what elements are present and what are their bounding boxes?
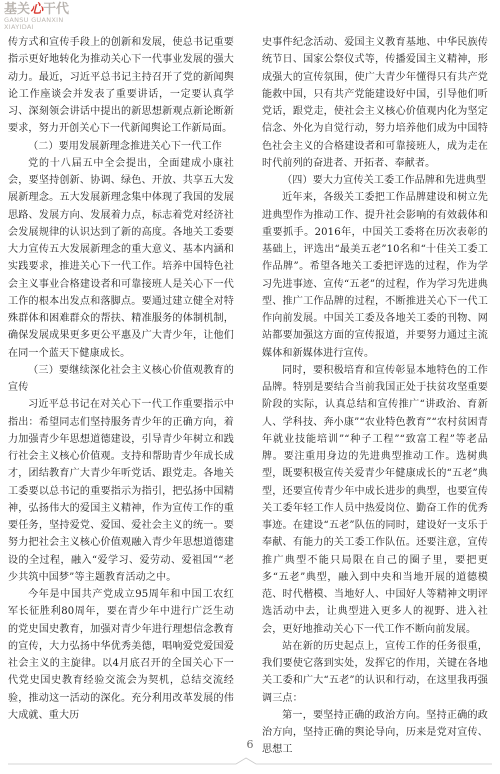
page-footer [0,730,500,774]
paragraph: 近年来，各级关工委把工作品牌建设和树立先进典型作为推动工作、提升社会影响的有效载体和重要抓手。2016年，中国关工委将在历次表彰的基础上，评选出“最美五老”10名和“十佳关工委工作品牌”。希望各地关工委把评选的过程，作为学习先进事迹、宣传“五老”的过程，作为学习先进典型、推广工作品牌的过程，不断推进关心下一代工作向前发展。中国关工委及各地关工委的刊物、网站都要加强这方面的宣传报道，并要努力通过主流媒体和新媒体进行宣传。 [262,192,488,359]
paragraph: 党的十八届五中全会提出，全面建成小康社会，要坚持创新、协调、绿色、开放、共享五大发展新理念。五大发展新理念集中体现了我国的发展思路、发展方向、发展着力点，标志着党对经济社会发展规律的认识达到了新的高度。各地关工委要大力宣传五大发展新理念的重大意义、基本内涵和实践要求，推进关心下一代工作。培养中国特色社会主义事业合格建设者和可靠接班人是关心下一代工作的根本出发点和落脚点。要通过建立健全对特殊群体和困难群众的帮扶、精准服务的体制机制，确保发展成果更多更公平惠及广大青少年，让他们在同一个蓝天下健康成长。 [8,157,234,359]
paragraph: 习近平总书记在对关心下一代工作重要指示中指出：希望同志们坚持服务青少年的正确方向，着力加强青少年思想道德建设，引导青少年树立和践行社会主义核心价值观。支持和帮助青少年成长成才，团结教育广大青少年听党话、跟党走。各地关工委要以总书记的重要指示为指引，把弘扬中国精神，弘扬伟大的爱国主义精神，作为宣传工作的重要任务，坚持爱党、爱国、爱社会主义的统一。要努力把社会主义核心价值观融入青少年思想道德建设的全过程，融入“爱学习、爱劳动、爱祖国”“老少共筑中国梦”等主题教育活动之中。 [8,399,234,583]
masthead [4,2,100,32]
paragraph: 今年是中国共产党成立95周年和中国工农红军长征胜利80周年，要在青少年中进行广泛生动的党史国史教育，加强对青少年进行理想信念教育的宣传，大力弘扬中华优秀美德，唱响爱党爱国爱社会主义的主旋律。以4月底召开的全国关心下一代党史国史教育经验交流会为契机，总结交流经验，推动这一活动的深化。充分利用改革发展的伟大成就、重大历 [8,589,234,721]
footer-divider [0,758,500,772]
section-heading-2: （二）要用发展新理念推进关心下一代工作 [28,140,222,152]
paragraph: 同时，要积极培育和宣传彰显本地特色的工作品牌。特别是要结合当前我国正处于扶贫攻坚重要阶段的实际，认真总结和宣传推广“讲政治、育新人、学科技、奔小康”“农业特色教育”“农村贫困青年就业技能培训”“种子工程”“致富工程”等老品牌。要注重用身边的先进典型推动工作。选树典型，既要积极宣传关爱青少年健康成长的“五老”典型，还要宣传青少年中成长进步的典型，也要宣传关工委年轻工作人员中热爱岗位、勤奋工作的优秀事迹。在建设“五老”队伍的同时，建设好一支乐于奉献、有能力的关工委工作队伍。还要注意，宣传推广典型不能只局限在自己的圈子里，要把更多“五老”典型，融入到中央和当地开展的道德模范、时代楷模、当地好人、中国好人等精神文明评选活动中去，让典型进入更多人的视野、进入社会，更好地推动关心下一代工作不断向前发展。 [262,364,488,635]
paragraph: 第一，要坚持正确的政治方向。坚持正确的政治方向，坚持正确的舆论导向，历来是党对宣传、思想工 [262,709,488,756]
paragraph: 站在新的历史起点上，宣传工作的任务很重，我们要使它落到实处，发挥它的作用，关键在各地关工委和广大“五老”的认识和行动，在这里我再强调三点： [262,640,488,704]
section-heading-4: （四）要大力宣传关工委工作品牌和先进典型 [282,175,487,186]
left-column [8,34,234,720]
right-column [262,34,488,756]
section-heading-3: （三）要继续深化社会主义核心价值观教育的宣传 [8,364,234,393]
paragraph-continuation: 史事件纪念活动、爱国主义教育基地、中华民族传统节日、国家公祭仪式等，传播爱国主义精神，形成强大的宣传氛围，使广大青少年懂得只有共产党能救中国，只有共产党能建设好中国，引导他们听党话，跟党走，使社会主义核心价值观内化为坚定信念、外化为自觉行动，努力培养他们成为中国特色社会主义的合格建设者和可靠接班人，成为走在时代前列的奋进者、开拓者、奉献者。 [262,37,488,169]
masthead-subtitle-line1: GANSU GUANXIN [4,16,64,24]
paragraph-continuation: 传方式和宣传手段上的创新和发展，使总书记重要指示更好地转化为推动关心下一代事业发展的强大动力。最近，习近平总书记主持召开了党的新闻舆论工作座谈会并发表了重要讲话，一定要认真学习、深刻领会讲话中提出的新思想新观点新论断新要求，努力开创关心下一代新闻舆论工作新局面。 [8,37,234,135]
masthead-title: 基关心干代 [4,2,70,17]
page-number: 6 [246,738,254,751]
masthead-subtitle-line2: XIAYIDAI [4,23,34,31]
